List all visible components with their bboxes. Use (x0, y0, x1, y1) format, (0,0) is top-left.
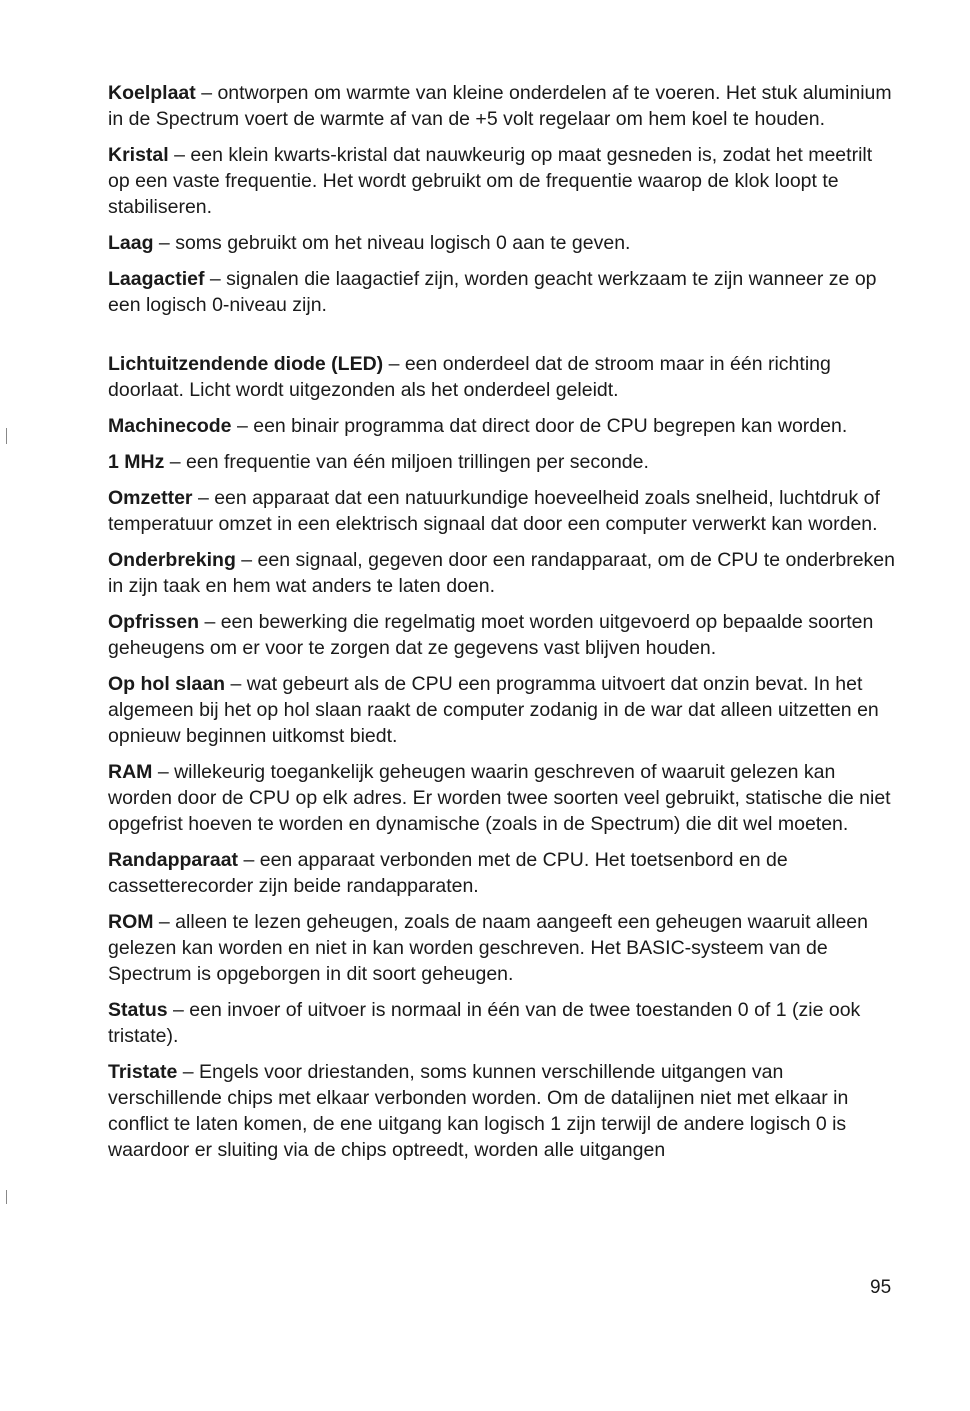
glossary-definition: – ontworpen om warmte van kleine onderdelen af te voeren. Het stuk aluminium in de Spectrum voert de warmte af van de +5 volt regelaar om hem koel te houden. (108, 82, 892, 130)
glossary-definition: – een bewerking die regelmatig moet worden uitgevoerd op bepaalde soorten geheugens om er voor te zorgen dat ze gegevens vast blijven houden. (108, 611, 874, 659)
glossary-entry-koelplaat (108, 80, 898, 132)
glossary-definition: – willekeurig toegankelijk geheugen waarin geschreven of waaruit gelezen kan worden door de CPU op elk adres. Er worden twee soorten veel gebruikt, statische die niet opgefrist hoeven te worden en dynamische (zoals in de Spectrum) die dit wel moeten. (108, 761, 891, 835)
glossary-definition: – een onderdeel dat de stroom maar in één richting doorlaat. Licht wordt uitgezonden als het onderdeel geleidt. (108, 353, 831, 401)
glossary-entry-rom (108, 909, 898, 987)
glossary-term: ROM (108, 911, 154, 933)
glossary-term: Omzetter (108, 487, 193, 509)
glossary-definition: – een apparaat verbonden met de CPU. Het toetsenbord en de cassetterecorder zijn beide randapparaten. (108, 849, 788, 897)
glossary-entry-tristate (108, 1059, 898, 1163)
glossary-term: Lichtuitzendende diode (LED) (108, 353, 384, 375)
glossary-term: Opfrissen (108, 611, 200, 633)
glossary-entry-opfrissen (108, 609, 898, 661)
glossary-entry-status (108, 997, 898, 1049)
glossary-definition: – een signaal, gegeven door een randapparaat, om de CPU te onderbreken in zijn taak en hem wat anders te laten doen. (108, 549, 895, 597)
glossary-entry-omzetter (108, 485, 898, 537)
glossary-definition: – signalen die laagactief zijn, worden geacht werkzaam te zijn wanneer ze op een logisch 0-niveau zijn. (108, 268, 877, 316)
glossary-term: 1 MHz (108, 451, 165, 473)
glossary-entry-randapparaat (108, 847, 898, 899)
page-number: 95 (870, 1277, 892, 1298)
glossary-entry-led (108, 351, 898, 403)
glossary-entry-ram (108, 759, 898, 837)
glossary-definition: – een binair programma dat direct door de CPU begrepen kan worden. (231, 415, 848, 437)
glossary-term: Kristal (108, 144, 169, 166)
glossary-definition: – soms gebruikt om het niveau logisch 0 aan te geven. (153, 232, 631, 254)
glossary-term: RAM (108, 761, 153, 783)
glossary-term: Tristate (108, 1061, 178, 1083)
glossary-definition: – een klein kwarts-kristal dat nauwkeurig op maat gesneden is, zodat het meetrilt op een vaste frequentie. Het wordt gebruikt om de frequentie waarop de klok loopt te stabiliseren. (108, 144, 873, 218)
glossary-term: Machinecode (108, 415, 232, 437)
glossary-definition: – een frequentie van één miljoen trillingen per seconde. (164, 451, 649, 473)
glossary-definition: – een apparaat dat een natuurkundige hoeveelheid zoals snelheid, luchtdruk of temperatuur omzet in een elektrisch signaal dat door een computer verwerkt kan worden. (108, 487, 880, 535)
glossary-definition: – wat gebeurt als de CPU een programma uitvoert dat onzin bevat. In het algemeen bij het op hol slaan raakt de computer zodanig in de war dat alleen uitzetten en opnieuw beginnen uitkomst biedt. (108, 673, 879, 747)
glossary-term: Koelplaat (108, 82, 196, 104)
glossary-term: Onderbreking (108, 549, 236, 571)
glossary-definition: – Engels voor driestanden, soms kunnen verschillende uitgangen van verschillende chips met elkaar verbonden worden. Om de datalijnen niet met elkaar in conflict te laten komen, de ene uitgang kan logisch 1 zijn terwijl de andere logisch 0 is waardoor er sluiting via de chips optreedt, worden alle uitgangen (108, 1061, 849, 1161)
glossary-definition: – een invoer of uitvoer is normaal in één van de twee toestanden 0 of 1 (zie ook tristate). (108, 999, 861, 1047)
glossary-term: Randapparaat (108, 849, 239, 871)
scan-edge-mark (6, 428, 7, 444)
glossary-term: Status (108, 999, 168, 1021)
glossary-term: Op hol slaan (108, 673, 226, 695)
glossary-definition: – alleen te lezen geheugen, zoals de naam aangeeft een geheugen waaruit alleen gelezen kan worden en niet in kan worden geschreven. Het BASIC-systeem van de Spectrum is opgeborgen in dit soort geheugen. (108, 911, 868, 985)
glossary-entry-1mhz (108, 449, 898, 475)
glossary-entry-laagactief (108, 266, 898, 318)
scan-edge-mark (6, 1190, 7, 1204)
glossary-entry-laag (108, 230, 898, 256)
glossary-term: Laag (108, 232, 154, 254)
glossary-page (108, 80, 898, 1163)
glossary-term: Laagactief (108, 268, 205, 290)
glossary-entry-op-hol-slaan (108, 671, 898, 749)
glossary-entry-machinecode (108, 413, 898, 439)
glossary-entry-onderbreking (108, 547, 898, 599)
glossary-entry-kristal (108, 142, 898, 220)
